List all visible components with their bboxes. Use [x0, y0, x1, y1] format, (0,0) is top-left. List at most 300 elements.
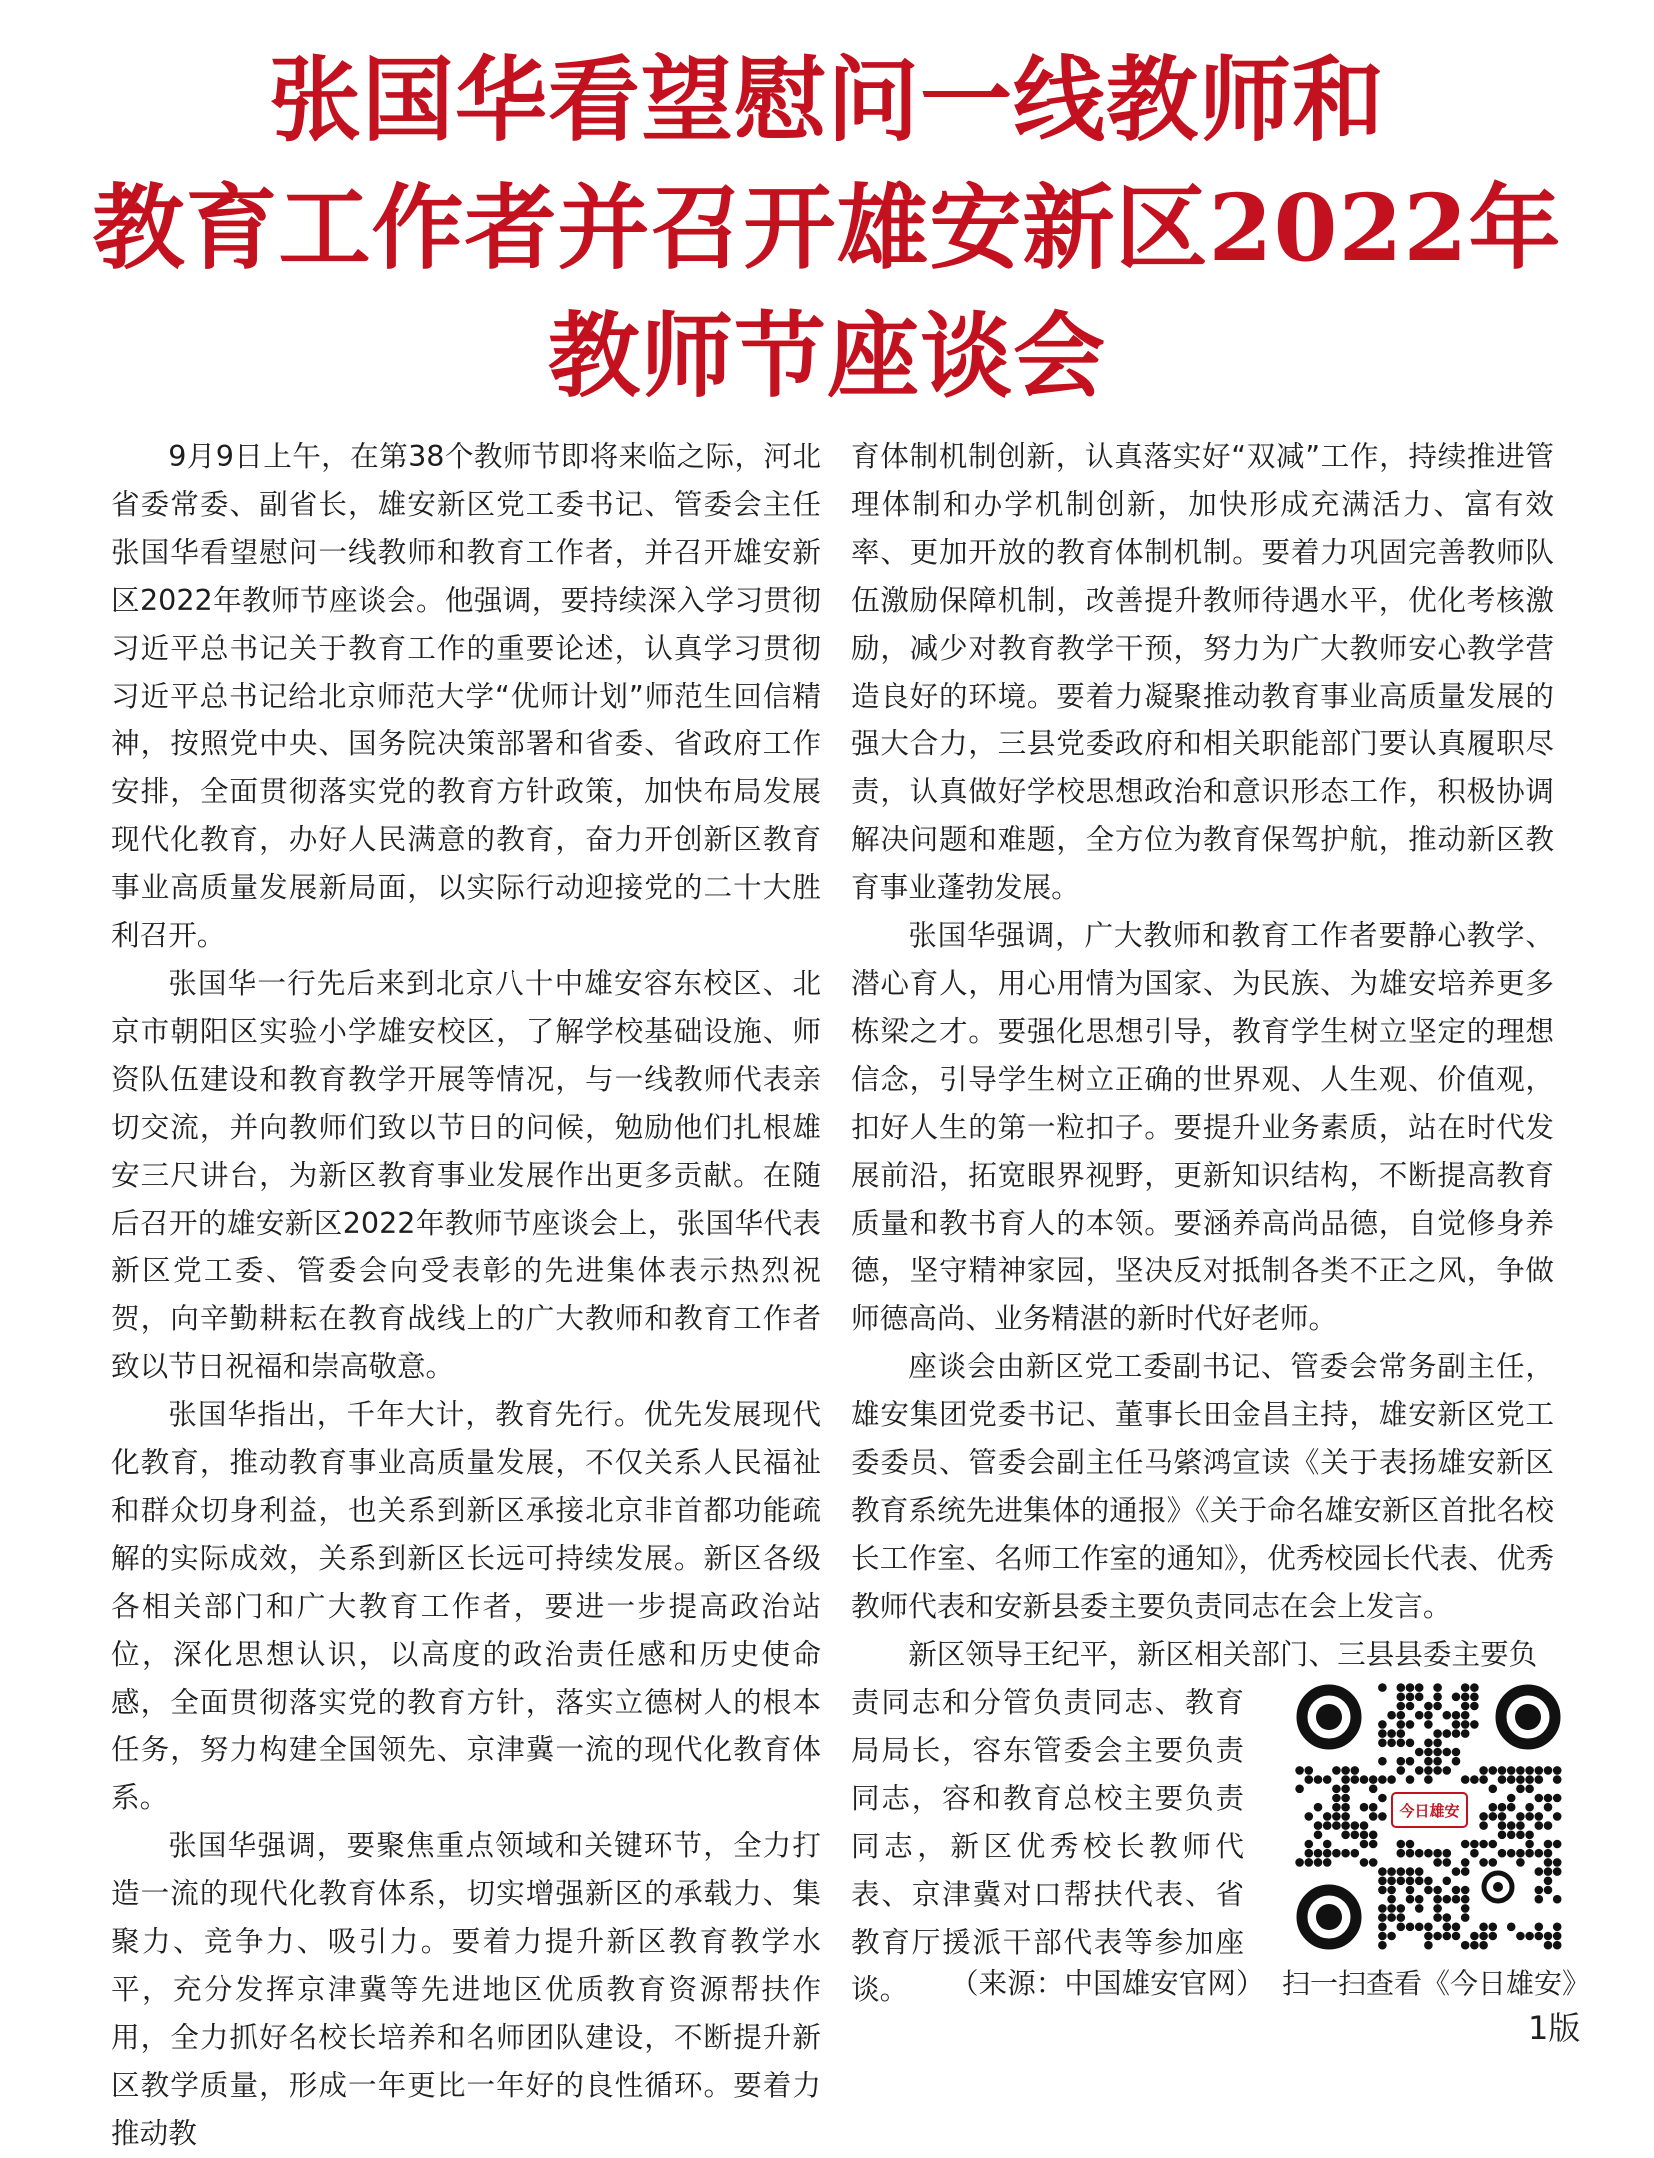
- qr-module: [1378, 1877, 1387, 1886]
- qr-module: [1406, 1693, 1415, 1702]
- qr-module: [1387, 1729, 1396, 1738]
- qr-module: [1525, 1831, 1534, 1840]
- qr-module: [1341, 1812, 1350, 1821]
- qr-module: [1424, 1886, 1433, 1895]
- qr-module: [1341, 1785, 1350, 1794]
- qr-module: [1479, 1923, 1488, 1932]
- qr-module: [1544, 1840, 1553, 1849]
- qr-module: [1553, 1840, 1562, 1849]
- qr-module: [1332, 1821, 1341, 1830]
- qr-module: [1415, 1766, 1424, 1775]
- qr-module: [1525, 1803, 1534, 1812]
- qr-module: [1507, 1849, 1516, 1858]
- qr-module: [1406, 1840, 1415, 1849]
- qr-module: [1516, 1821, 1525, 1830]
- article-last-paragraph-rest: 责同志和分管负责同志、教育局局长，容东管委会主要负责同志，容和教育总校主要负责同志，新区优秀校长教师代表、京津冀对口帮扶代表、省教育厅援派干部代表等参加座谈。: [851, 1685, 1244, 2007]
- qr-module: [1332, 1766, 1341, 1775]
- qr-module: [1489, 1840, 1498, 1849]
- qr-module: [1507, 1831, 1516, 1840]
- qr-module: [1433, 1683, 1442, 1692]
- qr-module: [1433, 1766, 1442, 1775]
- qr-module: [1332, 1803, 1341, 1812]
- qr-module: [1360, 1803, 1369, 1812]
- qr-module: [1351, 1766, 1360, 1775]
- qr-module: [1553, 1775, 1562, 1784]
- qr-module: [1424, 1932, 1433, 1941]
- qr-module: [1360, 1775, 1369, 1784]
- qr-module: [1351, 1775, 1360, 1784]
- qr-module: [1461, 1711, 1470, 1720]
- qr-module: [1387, 1739, 1396, 1748]
- qr-module: [1397, 1729, 1406, 1738]
- qr-module: [1397, 1693, 1406, 1702]
- qr-module: [1387, 1867, 1396, 1876]
- qr-module: [1424, 1720, 1433, 1729]
- qr-module: [1479, 1821, 1488, 1830]
- qr-module: [1525, 1849, 1534, 1858]
- article-right-column: [851, 433, 1554, 1679]
- qr-module: [1305, 1849, 1314, 1858]
- qr-module: [1443, 1766, 1452, 1775]
- qr-module: [1544, 1932, 1553, 1941]
- qr-module: [1415, 1904, 1424, 1913]
- qr-module: [1470, 1720, 1479, 1729]
- qr-module: [1452, 1720, 1461, 1729]
- qr-module: [1314, 1821, 1323, 1830]
- qr-module: [1461, 1693, 1470, 1702]
- qr-module: [1535, 1923, 1544, 1932]
- qr-module: [1452, 1895, 1461, 1904]
- qr-module: [1424, 1766, 1433, 1775]
- qr-module: [1443, 1729, 1452, 1738]
- qr-module: [1525, 1775, 1534, 1784]
- qr-module: [1415, 1693, 1424, 1702]
- qr-module: [1516, 1766, 1525, 1775]
- qr-module: [1295, 1766, 1304, 1775]
- qr-module: [1535, 1766, 1544, 1775]
- qr-module: [1424, 1877, 1433, 1886]
- qr-module: [1387, 1775, 1396, 1784]
- qr-module: [1525, 1812, 1534, 1821]
- page-number: 1版: [1528, 2009, 1581, 2047]
- qr-module: [1369, 1831, 1378, 1840]
- qr-module: [1332, 1812, 1341, 1821]
- qr-module: [1295, 1785, 1304, 1794]
- qr-module: [1360, 1831, 1369, 1840]
- qr-module: [1424, 1711, 1433, 1720]
- qr-module: [1507, 1794, 1516, 1803]
- qr-module: [1498, 1831, 1507, 1840]
- qr-module: [1461, 1683, 1470, 1692]
- qr-module: [1525, 1785, 1534, 1794]
- article-paragraph: 张国华一行先后来到北京八十中雄安容东校区、北京市朝阳区实验小学雄安校区，了解学校基础设施、师资队伍建设和教育教学开展等情况，与一线教师代表亲切交流，并向教师们致以节日的问候，勉励他们扎根雄安三尺讲台，为新区教育事业发展作出更多贡献。在随后召开的雄安新区2022年教师节座谈会上，张国华代表新区党工委、管委会向受表彰的先进集体表示热烈祝贺，向辛勤耕耘在教育战线上的广大教师和教育工作者致以节日祝福和崇高敬意。: [111, 965, 821, 1384]
- qr-module: [1314, 1831, 1323, 1840]
- qr-module: [1516, 1785, 1525, 1794]
- qr-module: [1305, 1858, 1314, 1867]
- qr-module: [1452, 1886, 1461, 1895]
- qr-module: [1535, 1794, 1544, 1803]
- qr-module: [1433, 1849, 1442, 1858]
- qr-module: [1452, 1711, 1461, 1720]
- qr-module: [1470, 1683, 1479, 1692]
- qr-module: [1305, 1766, 1314, 1775]
- qr-module: [1424, 1702, 1433, 1711]
- qr-module: [1332, 1794, 1341, 1803]
- qr-module: [1314, 1858, 1323, 1867]
- qr-module: [1397, 1757, 1406, 1766]
- qr-module: [1406, 1775, 1415, 1784]
- qr-module: [1470, 1932, 1479, 1941]
- qr-center-label: 今日雄安: [1399, 1802, 1460, 1820]
- qr-module: [1470, 1941, 1479, 1950]
- qr-module: [1516, 1849, 1525, 1858]
- qr-module: [1332, 1849, 1341, 1858]
- qr-module: [1378, 1932, 1387, 1941]
- qr-module: [1424, 1849, 1433, 1858]
- qr-module: [1406, 1849, 1415, 1858]
- qr-module: [1553, 1766, 1562, 1775]
- qr-module: [1314, 1803, 1323, 1812]
- qr-module: [1535, 1821, 1544, 1830]
- qr-module: [1305, 1840, 1314, 1849]
- qr-module: [1535, 1895, 1544, 1904]
- qr-module: [1470, 1775, 1479, 1784]
- qr-module: [1544, 1794, 1553, 1803]
- qr-code[interactable]: [1291, 1679, 1566, 1955]
- qr-module: [1397, 1739, 1406, 1748]
- qr-module: [1544, 1867, 1553, 1876]
- qr-module: [1553, 1895, 1562, 1904]
- qr-module: [1516, 1812, 1525, 1821]
- qr-module: [1397, 1877, 1406, 1886]
- qr-module: [1470, 1849, 1479, 1858]
- qr-module: [1452, 1748, 1461, 1757]
- qr-module: [1498, 1812, 1507, 1821]
- qr-module: [1323, 1849, 1332, 1858]
- qr-module: [1378, 1729, 1387, 1738]
- qr-module: [1341, 1849, 1350, 1858]
- qr-module: [1415, 1867, 1424, 1876]
- qr-module: [1516, 1831, 1525, 1840]
- qr-module: [1378, 1757, 1387, 1766]
- qr-module: [1341, 1821, 1350, 1830]
- qr-module: [1387, 1886, 1396, 1895]
- qr-module: [1323, 1840, 1332, 1849]
- qr-module: [1443, 1858, 1452, 1867]
- qr-module: [1387, 1711, 1396, 1720]
- qr-module: [1525, 1932, 1534, 1941]
- qr-module: [1452, 1923, 1461, 1932]
- qr-module: [1397, 1840, 1406, 1849]
- qr-module: [1360, 1858, 1369, 1867]
- qr-module: [1378, 1904, 1387, 1913]
- qr-module: [1415, 1711, 1424, 1720]
- qr-module: [1433, 1693, 1442, 1702]
- article-paragraph: 9月9日上午，在第38个教师节即将来临之际，河北省委常委、副省长，雄安新区党工委书记、管委会主任张国华看望慰问一线教师和教育工作者，并召开雄安新区2022年教师节座谈会。他强调，要持续深入学习贯彻习近平总书记关于教育工作的重要论述，认真学习贯彻习近平总书记给北京师范大学“优师计划”师范生回信精神，按照党中央、国务院决策部署和省委、省政府工作安排，全面贯彻落实党的教育方针政策，加快布局发展现代化教育，办好人民满意的教育，奋力开创新区教育事业高质量发展新局面，以实际行动迎接党的二十大胜利召开。: [111, 439, 821, 953]
- qr-module: [1397, 1867, 1406, 1876]
- qr-module: [1378, 1867, 1387, 1876]
- article-left-column: [111, 433, 821, 2158]
- qr-module: [1461, 1729, 1470, 1738]
- qr-module: [1507, 1775, 1516, 1784]
- qr-module: [1433, 1729, 1442, 1738]
- qr-module: [1452, 1867, 1461, 1876]
- qr-caption: 扫一扫查看《今日雄安》: [1282, 1967, 1591, 2000]
- qr-module: [1461, 1720, 1470, 1729]
- qr-module: [1387, 1932, 1396, 1941]
- qr-module: [1544, 1877, 1553, 1886]
- qr-module: [1498, 1766, 1507, 1775]
- qr-module: [1305, 1775, 1314, 1784]
- qr-module: [1341, 1766, 1350, 1775]
- qr-module: [1479, 1775, 1488, 1784]
- qr-module: [1415, 1877, 1424, 1886]
- qr-module: [1433, 1886, 1442, 1895]
- qr-module: [1516, 1775, 1525, 1784]
- qr-module: [1415, 1748, 1424, 1757]
- qr-module: [1424, 1757, 1433, 1766]
- qr-module: [1323, 1858, 1332, 1867]
- qr-module: [1489, 1766, 1498, 1775]
- qr-module: [1470, 1840, 1479, 1849]
- qr-module: [1553, 1923, 1562, 1932]
- qr-module: [1406, 1720, 1415, 1729]
- qr-module: [1433, 1739, 1442, 1748]
- qr-module: [1314, 1775, 1323, 1784]
- qr-module: [1397, 1711, 1406, 1720]
- qr-module: [1461, 1904, 1470, 1913]
- qr-module: [1443, 1913, 1452, 1922]
- qr-module: [1489, 1785, 1498, 1794]
- qr-module: [1461, 1941, 1470, 1950]
- qr-module: [1479, 1766, 1488, 1775]
- qr-module: [1461, 1895, 1470, 1904]
- article-paragraph: 张国华强调，要聚焦重点领域和关键环节，全力打造一流的现代化教育体系，切实增强新区的承载力、集聚力、竞争力、吸引力。要着力提升新区教育教学水平，充分发挥京津冀等先进地区优质教育资源帮扶作用，全力抓好名校长培养和名师团队建设，不断提升新区教学质量，形成一年更比一年好的良性循环。要着力推动教: [111, 1828, 821, 2150]
- qr-module: [1461, 1886, 1470, 1895]
- qr-module: [1341, 1831, 1350, 1840]
- qr-module: [1397, 1923, 1406, 1932]
- qr-module: [1378, 1886, 1387, 1895]
- qr-module: [1415, 1849, 1424, 1858]
- qr-module: [1443, 1932, 1452, 1941]
- qr-module: [1544, 1803, 1553, 1812]
- qr-module: [1507, 1766, 1516, 1775]
- qr-module: [1397, 1683, 1406, 1692]
- qr-module: [1544, 1886, 1553, 1895]
- qr-module: [1535, 1775, 1544, 1784]
- qr-module: [1397, 1913, 1406, 1922]
- qr-module: [1498, 1849, 1507, 1858]
- qr-module: [1461, 1840, 1470, 1849]
- qr-module: [1489, 1812, 1498, 1821]
- qr-module: [1535, 1932, 1544, 1941]
- article-source: （来源：中国雄安官网）: [950, 1966, 1265, 2000]
- qr-module: [1479, 1941, 1488, 1950]
- qr-module: [1378, 1812, 1387, 1821]
- qr-module: [1507, 1821, 1516, 1830]
- qr-module: [1387, 1904, 1396, 1913]
- qr-module: [1443, 1895, 1452, 1904]
- qr-module: [1489, 1932, 1498, 1941]
- headline: [0, 36, 1654, 420]
- qr-module: [1461, 1913, 1470, 1922]
- qr-module: [1498, 1775, 1507, 1784]
- qr-module: [1378, 1683, 1387, 1692]
- qr-module: [1470, 1702, 1479, 1711]
- qr-module: [1387, 1895, 1396, 1904]
- qr-module: [1351, 1821, 1360, 1830]
- qr-module: [1544, 1941, 1553, 1950]
- qr-module: [1443, 1923, 1452, 1932]
- qr-module: [1507, 1803, 1516, 1812]
- qr-module: [1424, 1739, 1433, 1748]
- qr-code-icon: [1291, 1679, 1566, 1955]
- qr-module: [1433, 1748, 1442, 1757]
- qr-module: [1535, 1886, 1544, 1895]
- qr-module: [1406, 1895, 1415, 1904]
- qr-module: [1452, 1757, 1461, 1766]
- qr-module: [1406, 1757, 1415, 1766]
- qr-module: [1397, 1766, 1406, 1775]
- qr-module: [1397, 1702, 1406, 1711]
- qr-module: [1507, 1923, 1516, 1932]
- qr-module: [1406, 1867, 1415, 1876]
- qr-module: [1305, 1812, 1314, 1821]
- qr-module: [1461, 1858, 1470, 1867]
- qr-module: [1544, 1766, 1553, 1775]
- qr-module: [1479, 1858, 1488, 1867]
- article-paragraph: 张国华强调，广大教师和教育工作者要静心教学、潜心育人，用心用情为国家、为民族、为雄安培养更多栋梁之才。要强化思想引导，教育学生树立坚定的理想信念，引导学生树立正确的世界观、人生观、价值观，扣好人生的第一粒扣子。要提升业务素质，站在时代发展前沿，拓宽眼界视野，更新知识结构，不断提高教育质量和教书育人的本领。要涵养高尚品德，自觉修身养德，坚守精神家园，坚决反对抵制各类不正之风，争做师德高尚、业务精湛的新时代好老师。: [851, 918, 1554, 1336]
- qr-module: [1341, 1775, 1350, 1784]
- qr-module: [1341, 1803, 1350, 1812]
- qr-module: [1424, 1748, 1433, 1757]
- qr-module: [1489, 1923, 1498, 1932]
- article-paragraph-last-start: 新区领导王纪平，新区相关部门、三县县委主要负: [908, 1636, 1538, 1671]
- qr-module: [1433, 1904, 1442, 1913]
- qr-module: [1461, 1775, 1470, 1784]
- qr-module: [1369, 1803, 1378, 1812]
- qr-module: [1553, 1794, 1562, 1803]
- qr-module: [1415, 1683, 1424, 1692]
- qr-module: [1553, 1932, 1562, 1941]
- qr-module: [1479, 1840, 1488, 1849]
- qr-module: [1433, 1895, 1442, 1904]
- qr-module: [1470, 1693, 1479, 1702]
- qr-module: [1424, 1941, 1433, 1950]
- qr-module: [1452, 1932, 1461, 1941]
- qr-module: [1406, 1702, 1415, 1711]
- qr-module: [1378, 1775, 1387, 1784]
- qr-module: [1525, 1766, 1534, 1775]
- qr-module: [1433, 1913, 1442, 1922]
- qr-module: [1369, 1775, 1378, 1784]
- qr-module: [1516, 1858, 1525, 1867]
- qr-module: [1553, 1941, 1562, 1950]
- qr-module: [1378, 1923, 1387, 1932]
- qr-module: [1553, 1858, 1562, 1867]
- qr-module: [1387, 1877, 1396, 1886]
- qr-module: [1360, 1821, 1369, 1830]
- qr-module: [1323, 1821, 1332, 1830]
- qr-module: [1378, 1720, 1387, 1729]
- qr-module: [1397, 1720, 1406, 1729]
- qr-module: [1461, 1702, 1470, 1711]
- article-paragraph-continued: 育体制机制创新，认真落实好“双减”工作，持续推进管理体制和办学机制创新，加快形成充满活力、富有效率、更加开放的教育体制机制。要着力巩固完善教师队伍激励保障机制，改善提升教师待遇水平，优化考核激励，减少对教育教学干预，努力为广大教师安心教学营造良好的环境。要着力凝聚推动教育事业高质量发展的强大合力，三县党委政府和相关职能部门要认真履职尽责，认真做好学校思想政治和意识形态工作，积极协调解决问题和难题，全方位为教育保驾护航，推动新区教育事业蓬勃发展。: [851, 439, 1554, 905]
- qr-module: [1544, 1821, 1553, 1830]
- qr-module: [1461, 1867, 1470, 1876]
- headline-line-1: 张国华看望慰问一线教师和: [268, 46, 1385, 154]
- qr-module: [1378, 1913, 1387, 1922]
- qr-module: [1406, 1923, 1415, 1932]
- qr-module: [1397, 1904, 1406, 1913]
- qr-module: [1415, 1923, 1424, 1932]
- qr-module: [1369, 1812, 1378, 1821]
- qr-module: [1332, 1785, 1341, 1794]
- qr-module: [1314, 1849, 1323, 1858]
- qr-module: [1498, 1803, 1507, 1812]
- qr-module: [1406, 1683, 1415, 1692]
- qr-module: [1433, 1932, 1442, 1941]
- qr-module: [1479, 1932, 1488, 1941]
- headline-line-2: 教育工作者并召开雄安新区2022年: [92, 174, 1562, 282]
- qr-module: [1369, 1785, 1378, 1794]
- qr-module: [1378, 1941, 1387, 1950]
- qr-module: [1433, 1702, 1442, 1711]
- qr-module: [1323, 1775, 1332, 1784]
- qr-module: [1535, 1849, 1544, 1858]
- article-paragraph: 张国华指出，千年大计，教育先行。优先发展现代化教育，推动教育事业高质量发展，不仅关系人民福祉和群众切身利益，也关系到新区承接北京非首都功能疏解的实际成效，关系到新区长远可持续发展。新区各级各相关部门和广大教育工作者，要进一步提高政治站位，深化思想认识，以高度的政治责任感和历史使命感，全面贯彻落实党的教育方针，落实立德树人的根本任务，努力构建全国领先、京津冀一流的现代化教育体系。: [111, 1397, 821, 1815]
- qr-module: [1553, 1812, 1562, 1821]
- qr-module: [1498, 1821, 1507, 1830]
- qr-module: [1351, 1831, 1360, 1840]
- qr-module: [1433, 1757, 1442, 1766]
- qr-module: [1323, 1812, 1332, 1821]
- qr-module: [1443, 1711, 1452, 1720]
- qr-module: [1360, 1840, 1369, 1849]
- qr-module: [1406, 1739, 1415, 1748]
- qr-module: [1535, 1812, 1544, 1821]
- qr-module: [1351, 1849, 1360, 1858]
- qr-module: [1424, 1775, 1433, 1784]
- qr-module: [1433, 1858, 1442, 1867]
- headline-line-3: 教师节座谈会: [547, 302, 1106, 410]
- qr-module: [1443, 1748, 1452, 1757]
- qr-module: [1387, 1913, 1396, 1922]
- qr-module: [1295, 1858, 1304, 1867]
- qr-module: [1378, 1739, 1387, 1748]
- qr-module: [1369, 1840, 1378, 1849]
- article-paragraph: 座谈会由新区党工委副书记、管委会常务副主任，雄安集团党委书记、董事长田金昌主持，雄安新区党工委委员、管委会副主任马綮鸿宣读《关于表扬雄安新区教育系统先进集体的通报》《关于命名雄安新区首批名校长工作室、名师工作室的通知》，优秀校园长代表、优秀教师代表和安新县委主要负责同志在会上发言。: [851, 1349, 1554, 1623]
- qr-module: [1443, 1877, 1452, 1886]
- qr-module: [1369, 1858, 1378, 1867]
- qr-module: [1406, 1886, 1415, 1895]
- qr-module: [1544, 1858, 1553, 1867]
- qr-module: [1479, 1812, 1488, 1821]
- qr-module: [1544, 1849, 1553, 1858]
- qr-module: [1415, 1895, 1424, 1904]
- qr-module: [1341, 1794, 1350, 1803]
- qr-module: [1378, 1794, 1387, 1803]
- qr-module: [1489, 1803, 1498, 1812]
- qr-module: [1535, 1867, 1544, 1876]
- qr-module: [1489, 1858, 1498, 1867]
- qr-module: [1406, 1877, 1415, 1886]
- qr-module: [1452, 1693, 1461, 1702]
- qr-module: [1452, 1729, 1461, 1738]
- qr-module: [1424, 1923, 1433, 1932]
- qr-module: [1397, 1849, 1406, 1858]
- qr-module: [1443, 1849, 1452, 1858]
